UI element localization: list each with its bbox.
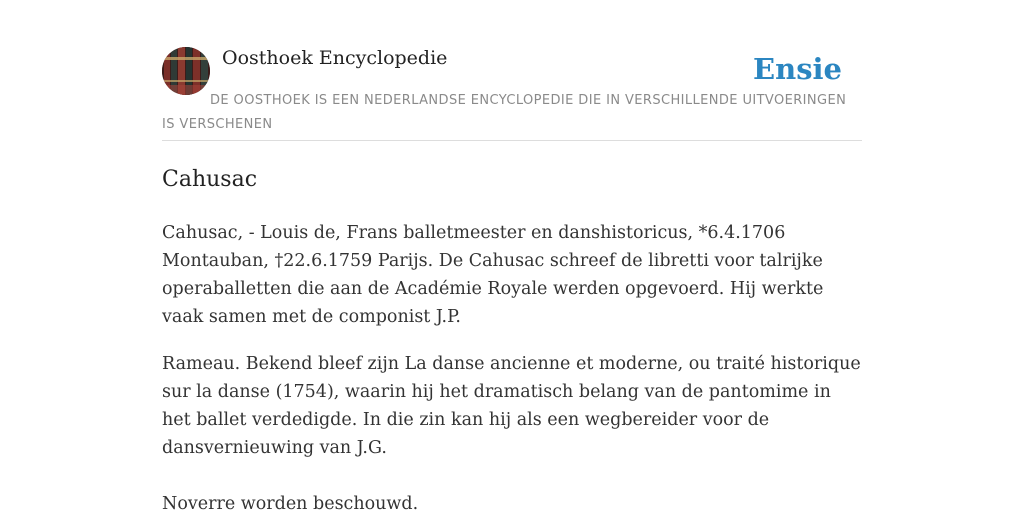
site-header	[162, 44, 862, 141]
ensie-logo-link[interactable]: Ensie	[753, 52, 842, 86]
book-spines-icon[interactable]	[162, 47, 210, 95]
article-paragraph-1: Cahusac, - Louis de, Frans balletmeester en danshistoricus, *6.4.1706 Montauban, †22.6.1759 Parijs. De Cahusac schreef de libretti voor talrijke operaballetten die aan de Académie Royale werden opgevoerd. Hij werkte vaak samen met de componist J.P.	[162, 223, 824, 327]
article-title: Cahusac	[162, 167, 258, 192]
article-paragraph-3: Noverre worden beschouwd.	[162, 494, 419, 512]
article-paragraph-2: Rameau. Bekend bleef zijn La danse ancienne et moderne, ou traité historique sur la danse (1754), waarin hij het dramatisch belang van de pantomime in het ballet verdedigde. In die zin kan hij als een wegbereider voor de dansvernieuwing van J.G.	[162, 354, 861, 458]
site-tagline: DE OOSTHOEK IS EEN NEDERLANDSE ENCYCLOPEDIE DIE IN VERSCHILLENDE UITVOERINGEN IS VERSCHENEN	[162, 93, 847, 132]
site-title[interactable]: Oosthoek Encyclopedie	[222, 47, 448, 69]
content-container	[162, 44, 862, 512]
